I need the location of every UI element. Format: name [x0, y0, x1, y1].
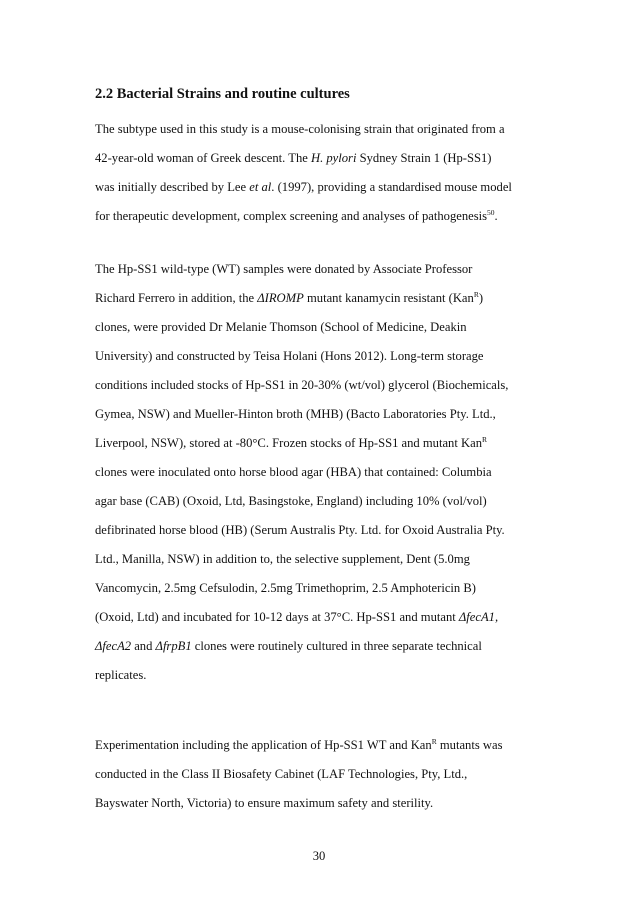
text-line [95, 342, 550, 371]
superscript-text: R [482, 435, 488, 444]
text-line [95, 545, 550, 574]
italic-text: ΔIROMP [257, 291, 304, 305]
italic-text: H. pylori [310, 151, 357, 165]
text-run: Sydney Strain 1 (Hp-SS1) [356, 151, 492, 165]
text-run: replicates. [95, 668, 147, 682]
text-line [95, 760, 550, 789]
text-run: . (1997), providing a standardised mouse model [271, 180, 512, 194]
text-run: conducted in the Class II Biosafety Cabinet (LAF Technologies, Pty, Ltd., [95, 767, 468, 781]
text-line [95, 144, 550, 173]
text-run: and [131, 639, 156, 653]
text-run: clones were routinely cultured in three separate technical [191, 639, 482, 653]
text-line [95, 115, 550, 144]
text-line [95, 487, 550, 516]
text-run: The Hp-SS1 wild-type (WT) samples were donated by Associate Professor [95, 262, 473, 276]
text-line [95, 284, 550, 313]
text-line [95, 632, 550, 661]
italic-text: et al [249, 180, 272, 194]
text-run: The subtype used in this study is a mouse-colonising strain that originated from a [95, 122, 505, 136]
text-run: defibrinated horse blood (HB) (Serum Australis Pty. Ltd. for Oxoid Australia Pty. [95, 523, 505, 537]
paragraph-culture-conditions [95, 255, 550, 690]
superscript-text: R [473, 290, 479, 299]
text-line [95, 173, 550, 202]
text-run: agar base (CAB) (Oxoid, Ltd, Basingstoke, England) including 10% (vol/vol) [95, 494, 487, 508]
text-line [95, 371, 550, 400]
text-run: Vancomycin, 2.5mg Cefsulodin, 2.5mg Trimethoprim, 2.5 Amphotericin B) [95, 581, 476, 595]
text-line [95, 661, 550, 690]
text-line [95, 202, 550, 231]
text-run: clones were inoculated onto horse blood agar (HBA) that contained: Columbia [95, 465, 492, 479]
text-line [95, 731, 550, 760]
text-line [95, 603, 550, 632]
text-run: mutants was [436, 738, 503, 752]
text-run: Liverpool, NSW), stored at -80°C. Frozen stocks of Hp-SS1 and mutant Kan [95, 436, 482, 450]
italic-text: ΔfrpB1 [155, 639, 192, 653]
text-run: Gymea, NSW) and Mueller-Hinton broth (MHB) (Bacto Laboratories Pty. Ltd., [95, 407, 496, 421]
text-line [95, 429, 550, 458]
text-line [95, 516, 550, 545]
page-number: 30 [312, 849, 326, 863]
text-run: (Oxoid, Ltd) and incubated for 10-12 days at 37°C. Hp-SS1 and mutant [95, 610, 459, 624]
italic-text: ΔfecA2 [95, 639, 132, 653]
text-run: conditions included stocks of Hp-SS1 in 20-30% (wt/vol) glycerol (Biochemicals, [95, 378, 509, 392]
superscript-text: R [431, 737, 437, 746]
paragraph-strain-origin [95, 115, 550, 231]
text-line [95, 458, 550, 487]
text-run: . [494, 209, 498, 223]
paragraph-biosafety [95, 731, 550, 818]
text-line [95, 255, 550, 284]
text-line [95, 313, 550, 342]
text-run: was initially described by Lee [95, 180, 250, 194]
text-line [95, 400, 550, 429]
text-run: Richard Ferrero in addition, the [95, 291, 258, 305]
text-run: University) and constructed by Teisa Holani (Hons 2012). Long-term storage [95, 349, 484, 363]
text-line [95, 789, 550, 818]
section-heading: 2.2 Bacterial Strains and routine cultures [95, 86, 350, 102]
italic-text: ΔfecA1, [458, 610, 499, 624]
text-run: mutant kanamycin resistant (Kan [303, 291, 474, 305]
superscript-text: 50 [487, 208, 495, 217]
text-run: Experimentation including the application of Hp-SS1 WT and Kan [95, 738, 432, 752]
text-run: Ltd., Manilla, NSW) in addition to, the selective supplement, Dent (5.0mg [95, 552, 470, 566]
text-run: for therapeutic development, complex screening and analyses of pathogenesis [95, 209, 488, 223]
text-run: Bayswater North, Victoria) to ensure maximum safety and sterility. [95, 796, 434, 810]
text-run: ) [478, 291, 484, 305]
text-line [95, 574, 550, 603]
text-run: clones, were provided Dr Melanie Thomson (School of Medicine, Deakin [95, 320, 467, 334]
text-run: 42-year-old woman of Greek descent. The [95, 151, 311, 165]
